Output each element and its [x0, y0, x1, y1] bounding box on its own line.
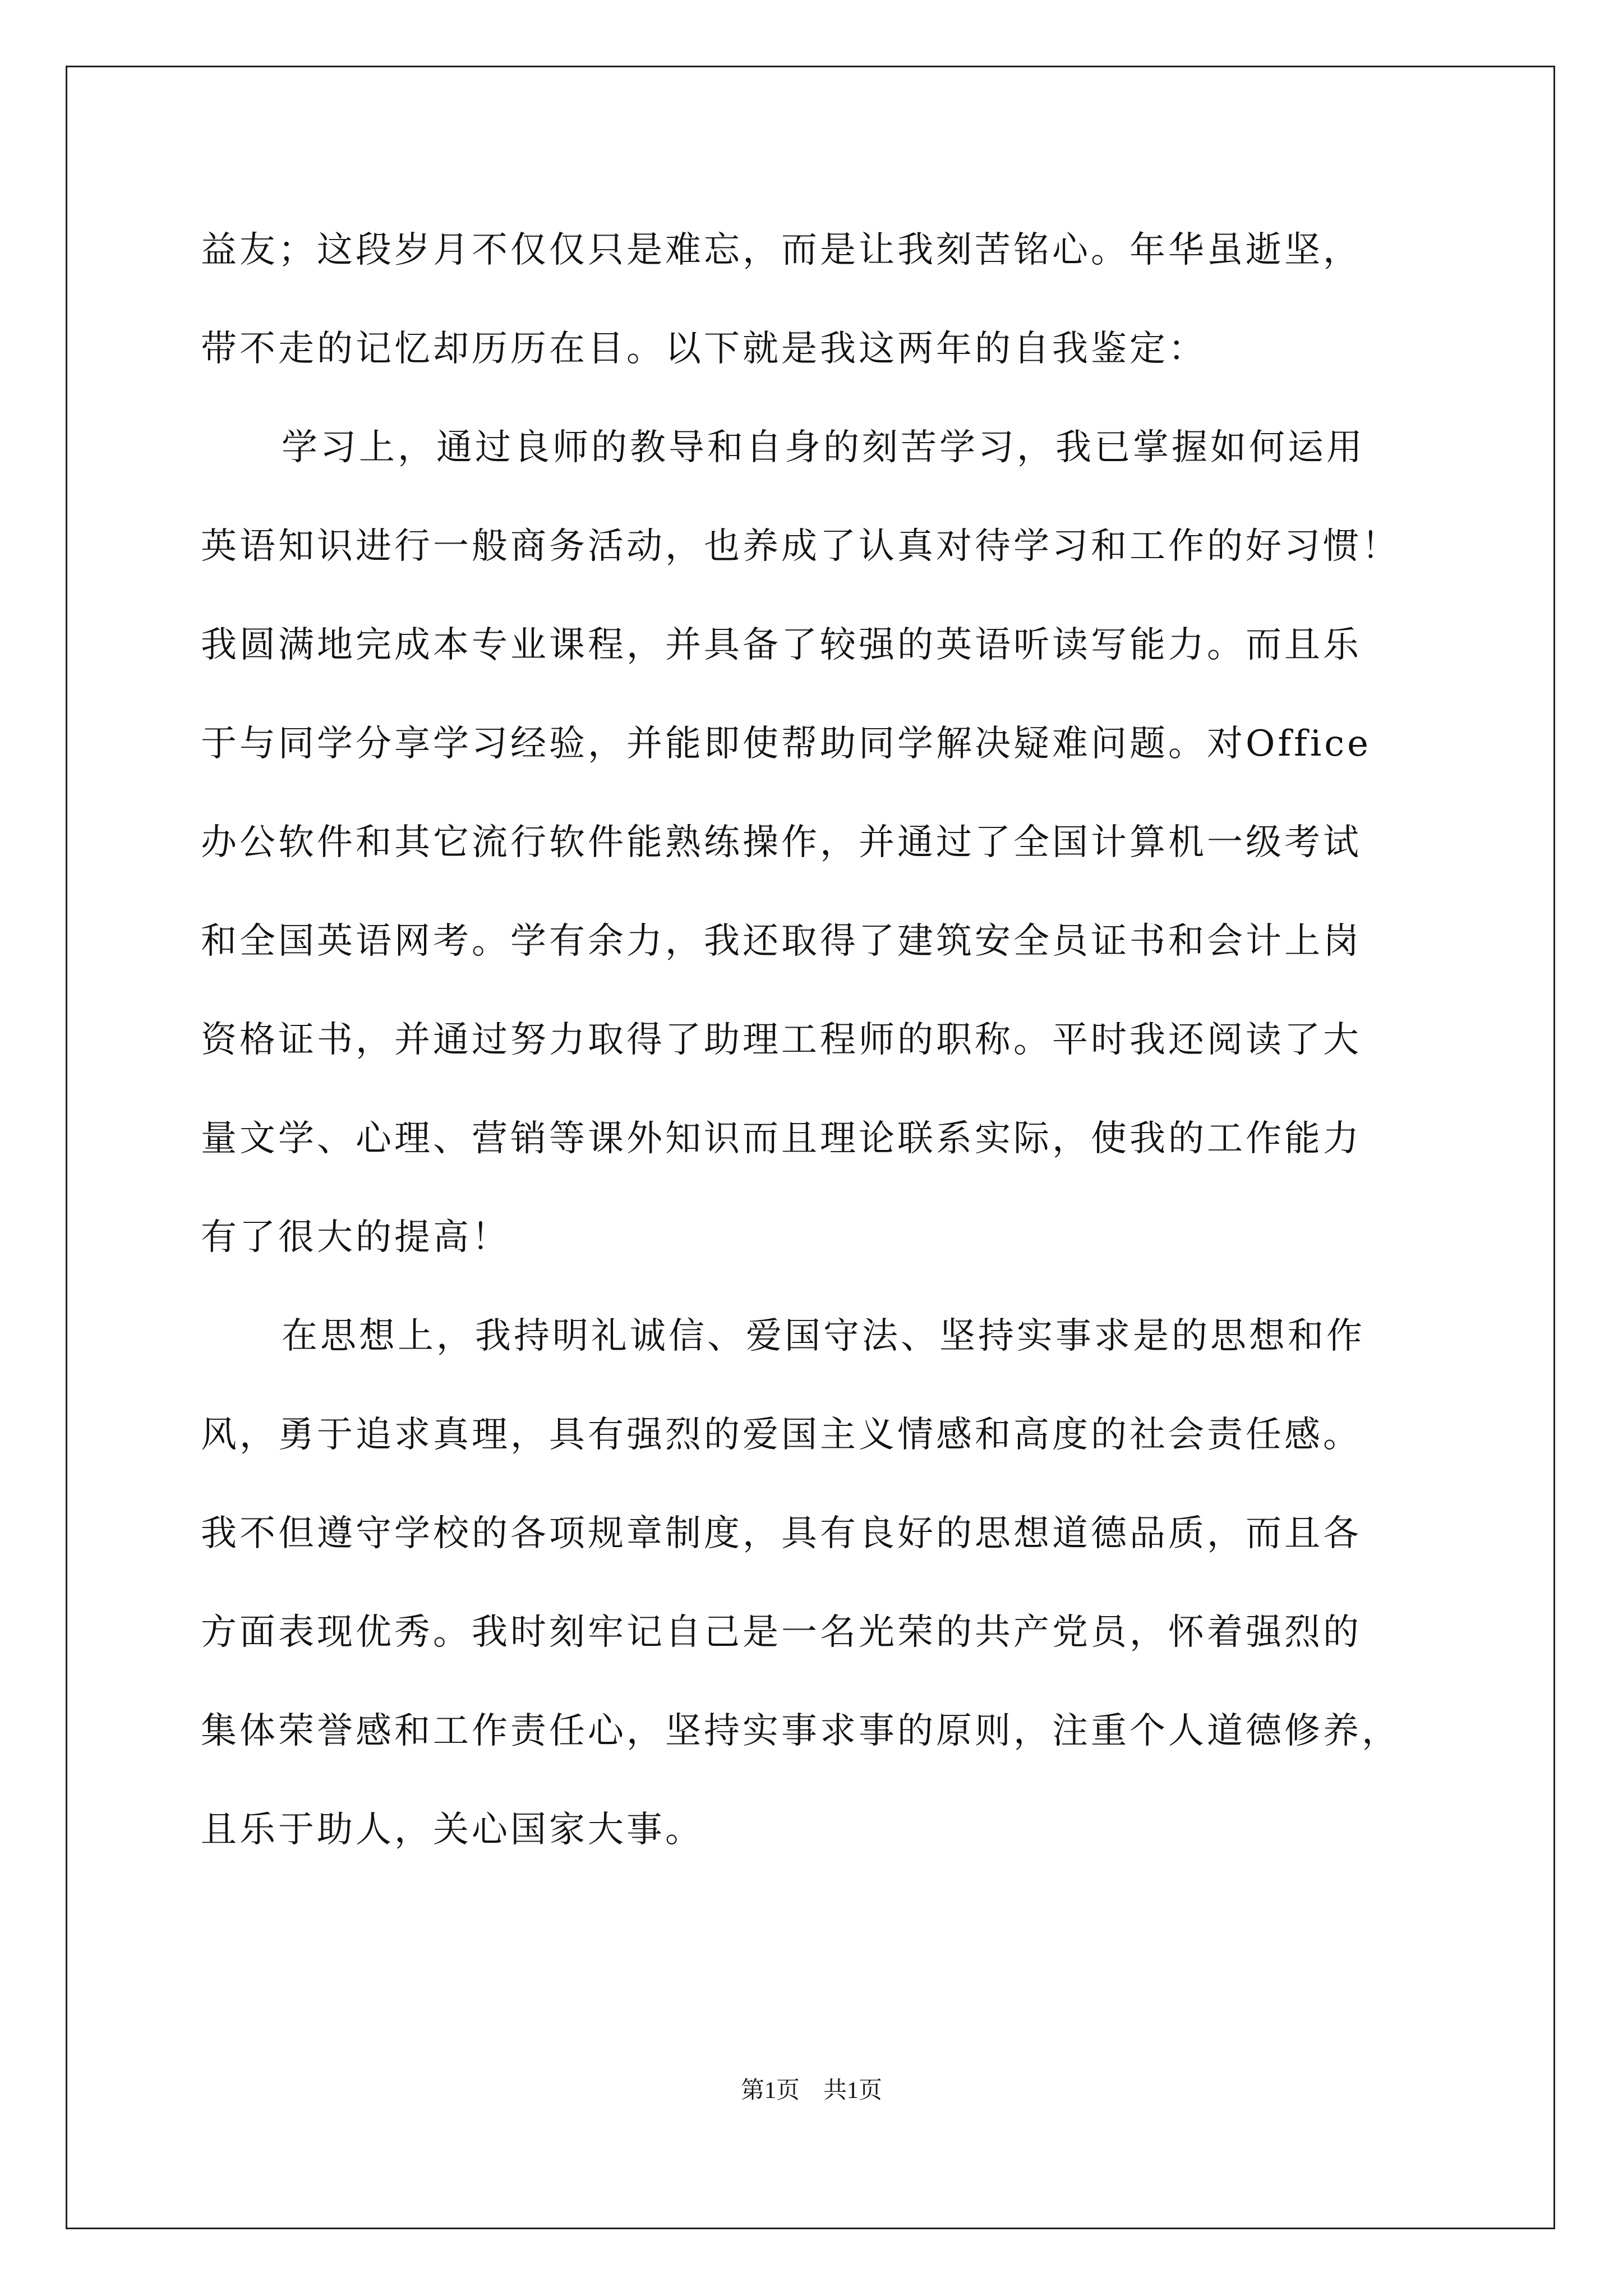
text-line: 风，勇于追求真理，具有强烈的爱国主义情感和高度的社会责任感。	[201, 1414, 1362, 1456]
text-line: 带不走的记忆却历历在目。以下就是我这两年的自我鉴定：	[201, 328, 1207, 370]
text-line: 量文学、心理、营销等课外知识而且理论联系实际，使我的工作能力	[201, 1118, 1362, 1159]
document-body	[201, 218, 1423, 1896]
text-line: 英语知识进行一般商务活动，也养成了认真对待学习和工作的好习惯！	[201, 526, 1400, 567]
text-line: 我圆满地完成本专业课程，并具备了较强的英语听读写能力。而且乐	[201, 624, 1362, 666]
text-line: 办公软件和其它流行软件能熟练操作，并通过了全国计算机一级考试	[201, 822, 1362, 863]
text-line: 和全国英语网考。学有余力，我还取得了建筑安全员证书和会计上岗	[201, 921, 1362, 962]
text-line: 我不但遵守学校的各项规章制度，具有良好的思想道德品质，而且各	[201, 1513, 1362, 1554]
text-line: 有了很大的提高！	[201, 1217, 510, 1258]
text-line: 于与同学分享学习经验，并能即使帮助同学解决疑难问题。对Office	[201, 723, 1372, 765]
text-line: 资格证书，并通过努力取得了助理工程师的职称。平时我还阅读了大	[201, 1019, 1362, 1061]
text-line: 方面表现优秀。我时刻牢记自己是一名光荣的共产党员，怀着强烈的	[201, 1612, 1362, 1653]
paragraph-start-line: 学习上，通过良师的教导和自身的刻苦学习，我已掌握如何运用	[282, 427, 1365, 468]
text-line: 集体荣誉感和工作责任心，坚持实事求事的原则，注重个人道德修养，	[201, 1710, 1400, 1752]
text-line: 且乐于助人，关心国家大事。	[201, 1809, 704, 1851]
text-line: 益友；这段岁月不仅仅只是难忘，而是让我刻苦铭心。年华虽逝坚，	[201, 229, 1362, 271]
paragraph-start-line: 在思想上，我持明礼诚信、爱国守法、坚持实事求是的思想和作	[282, 1315, 1365, 1357]
page-footer: 第1页 共1页	[740, 2078, 882, 2104]
